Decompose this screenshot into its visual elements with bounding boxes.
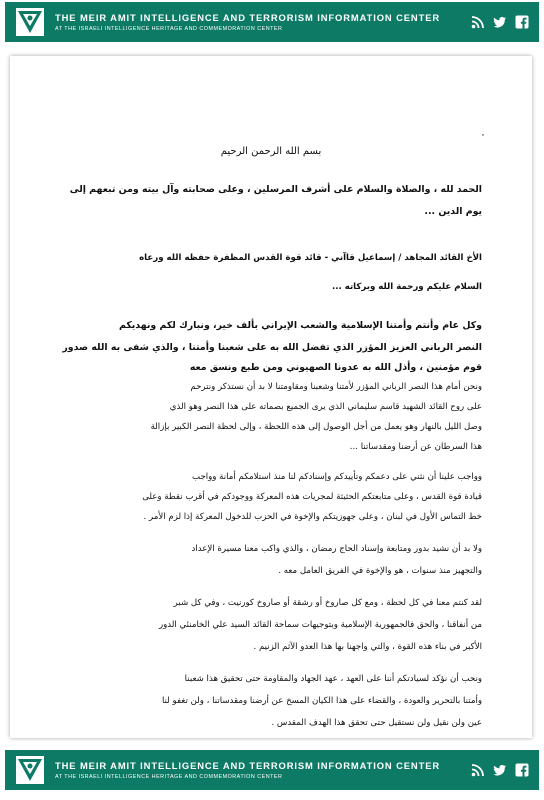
text-line: ونحب أن نؤكد لسيادتكم أننا على العهد ، عهد الجهاد والمقاومة حتى تحقيق هذا شعبنا: [184, 674, 482, 684]
text-line: عين ولن نقيل ولن نستقيل حتى تحقق هذا الهدف المقدس .: [271, 718, 482, 728]
text-line: النصر الرباني العزيز المؤزر الذي تفضل الله به على شعبنا وأمتنا ، والذي شفى به الله صدور: [62, 342, 482, 353]
social-icons: [471, 15, 529, 29]
text-line: والتجهيز منذ سنوات ، هو والإخوة في الفريق العامل معه .: [278, 566, 482, 576]
text-line: قيادة قوة القدس ، وعلى متابعتكم الحثيثة لمجريات هذه المعركة ووجودكم في أقرب نقطة وعلى: [142, 492, 482, 502]
letter-body: [10, 56, 532, 738]
header-banner: [5, 2, 539, 42]
twitter-icon[interactable]: [493, 763, 507, 777]
banner-title: THE MEIR AMIT INTELLIGENCE AND TERRORISM INFORMATION CENTER: [55, 760, 441, 771]
text-line: ونحن أمام هذا النصر الرباني المؤزر لأمتنا وشعبنا ومقاومتنا لا بد أن نستذكر ونترحم: [190, 382, 482, 392]
text-line: خط التماس الأول في لبنان ، وعلى جهوزيتكم والإخوة في الحزب للدخول المعركة إذا لزم الأمر .: [143, 512, 482, 522]
banner-subtitle: AT THE ISRAELI INTELLIGENCE HERITAGE AND COMMEMORATION CENTER: [55, 26, 283, 32]
text-line: وصل الليل بالنهار وهو يعمل من أجل الوصول إلى هذه اللحظة ، وإلى لحظة النصر الكبير بإزالة: [150, 422, 482, 432]
social-icons: [471, 763, 529, 777]
text-line: وأمتنا بالتحرير والعودة ، والقضاء على هذا الكيان المسخ عن أرضنا ومقدساتنا ، ولن تغفو لنا: [161, 696, 482, 706]
text-line: هذا السرطان عن أرضنا ومقدساتنا ...: [349, 442, 482, 452]
rss-icon[interactable]: [471, 763, 485, 777]
twitter-icon[interactable]: [493, 15, 507, 29]
logo-icon: [15, 755, 45, 785]
text-line: لقد كنتم معنا في كل لحظة ، ومع كل صاروخ أو رشقة أو صاروخ كورنيت ، وفي كل شبر: [173, 598, 482, 608]
text-line: من أنفاقنا ، والحق فالجمهورية الإسلامية وبتوجيهات سماحة القائد السيد علي الخامنئي الدور: [158, 620, 482, 630]
addressee-line: الأخ القائد المجاهد / إسماعيل قاآني - قائد قوة القدس المظفرة حفظه الله ورعاه: [139, 253, 482, 263]
greeting-line: السلام عليكم ورحمة الله وبركاته ...: [331, 282, 482, 292]
text-line: يوم الدين ...: [424, 206, 482, 217]
facebook-icon[interactable]: [515, 763, 529, 777]
rss-icon[interactable]: [471, 15, 485, 29]
banner-text: [55, 12, 471, 32]
footer-banner: [5, 750, 539, 790]
basmala: بسم الله الرحمن الرحيم: [220, 146, 322, 157]
banner-title: THE MEIR AMIT INTELLIGENCE AND TERRORISM INFORMATION CENTER: [55, 12, 441, 23]
logo[interactable]: [15, 7, 45, 37]
text-line: الأكبر في بناء هذه القوة ، والتي واجهنا بها هذا العدو الآثم الزنيم .: [253, 642, 482, 652]
banner-text: [55, 760, 471, 780]
facebook-icon[interactable]: [515, 15, 529, 29]
logo-icon: [15, 7, 45, 37]
logo[interactable]: [15, 755, 45, 785]
text-line: ولا بد أن نشيد بدور ومتابعة وإسناد الحاج رمضان ، والذي واكب معنا مسيرة الإعداد: [191, 544, 482, 554]
page-mark: ٠: [480, 128, 486, 141]
banner-subtitle: AT THE ISRAELI INTELLIGENCE HERITAGE AND COMMEMORATION CENTER: [55, 774, 283, 780]
document-page: [10, 56, 532, 738]
text-line: قوم مؤمنين ، وأذل الله به عدونا الصهيوني ومن طبع ونسق معه: [189, 362, 482, 373]
text-line: وواجب علينا أن نثني على دعمكم وتأييدكم وإسنادكم لنا منذ استلامكم أمانة وواجب: [192, 472, 482, 482]
text-line: على روح القائد الشهيد قاسم سليماني الذي يرى الجميع بصماته على هذا النصر وهو الذي: [169, 402, 482, 412]
text-line: الحمد لله ، والصلاة والسلام على أشرف المرسلين ، وعلى صحابته وآل بيته ومن تبعهم إلى: [69, 184, 482, 195]
text-line: وكل عام وأنتم وأمتنا الإسلامية والشعب الإيراني بألف خير، ونبارك لكم ونهديكم: [118, 320, 482, 331]
